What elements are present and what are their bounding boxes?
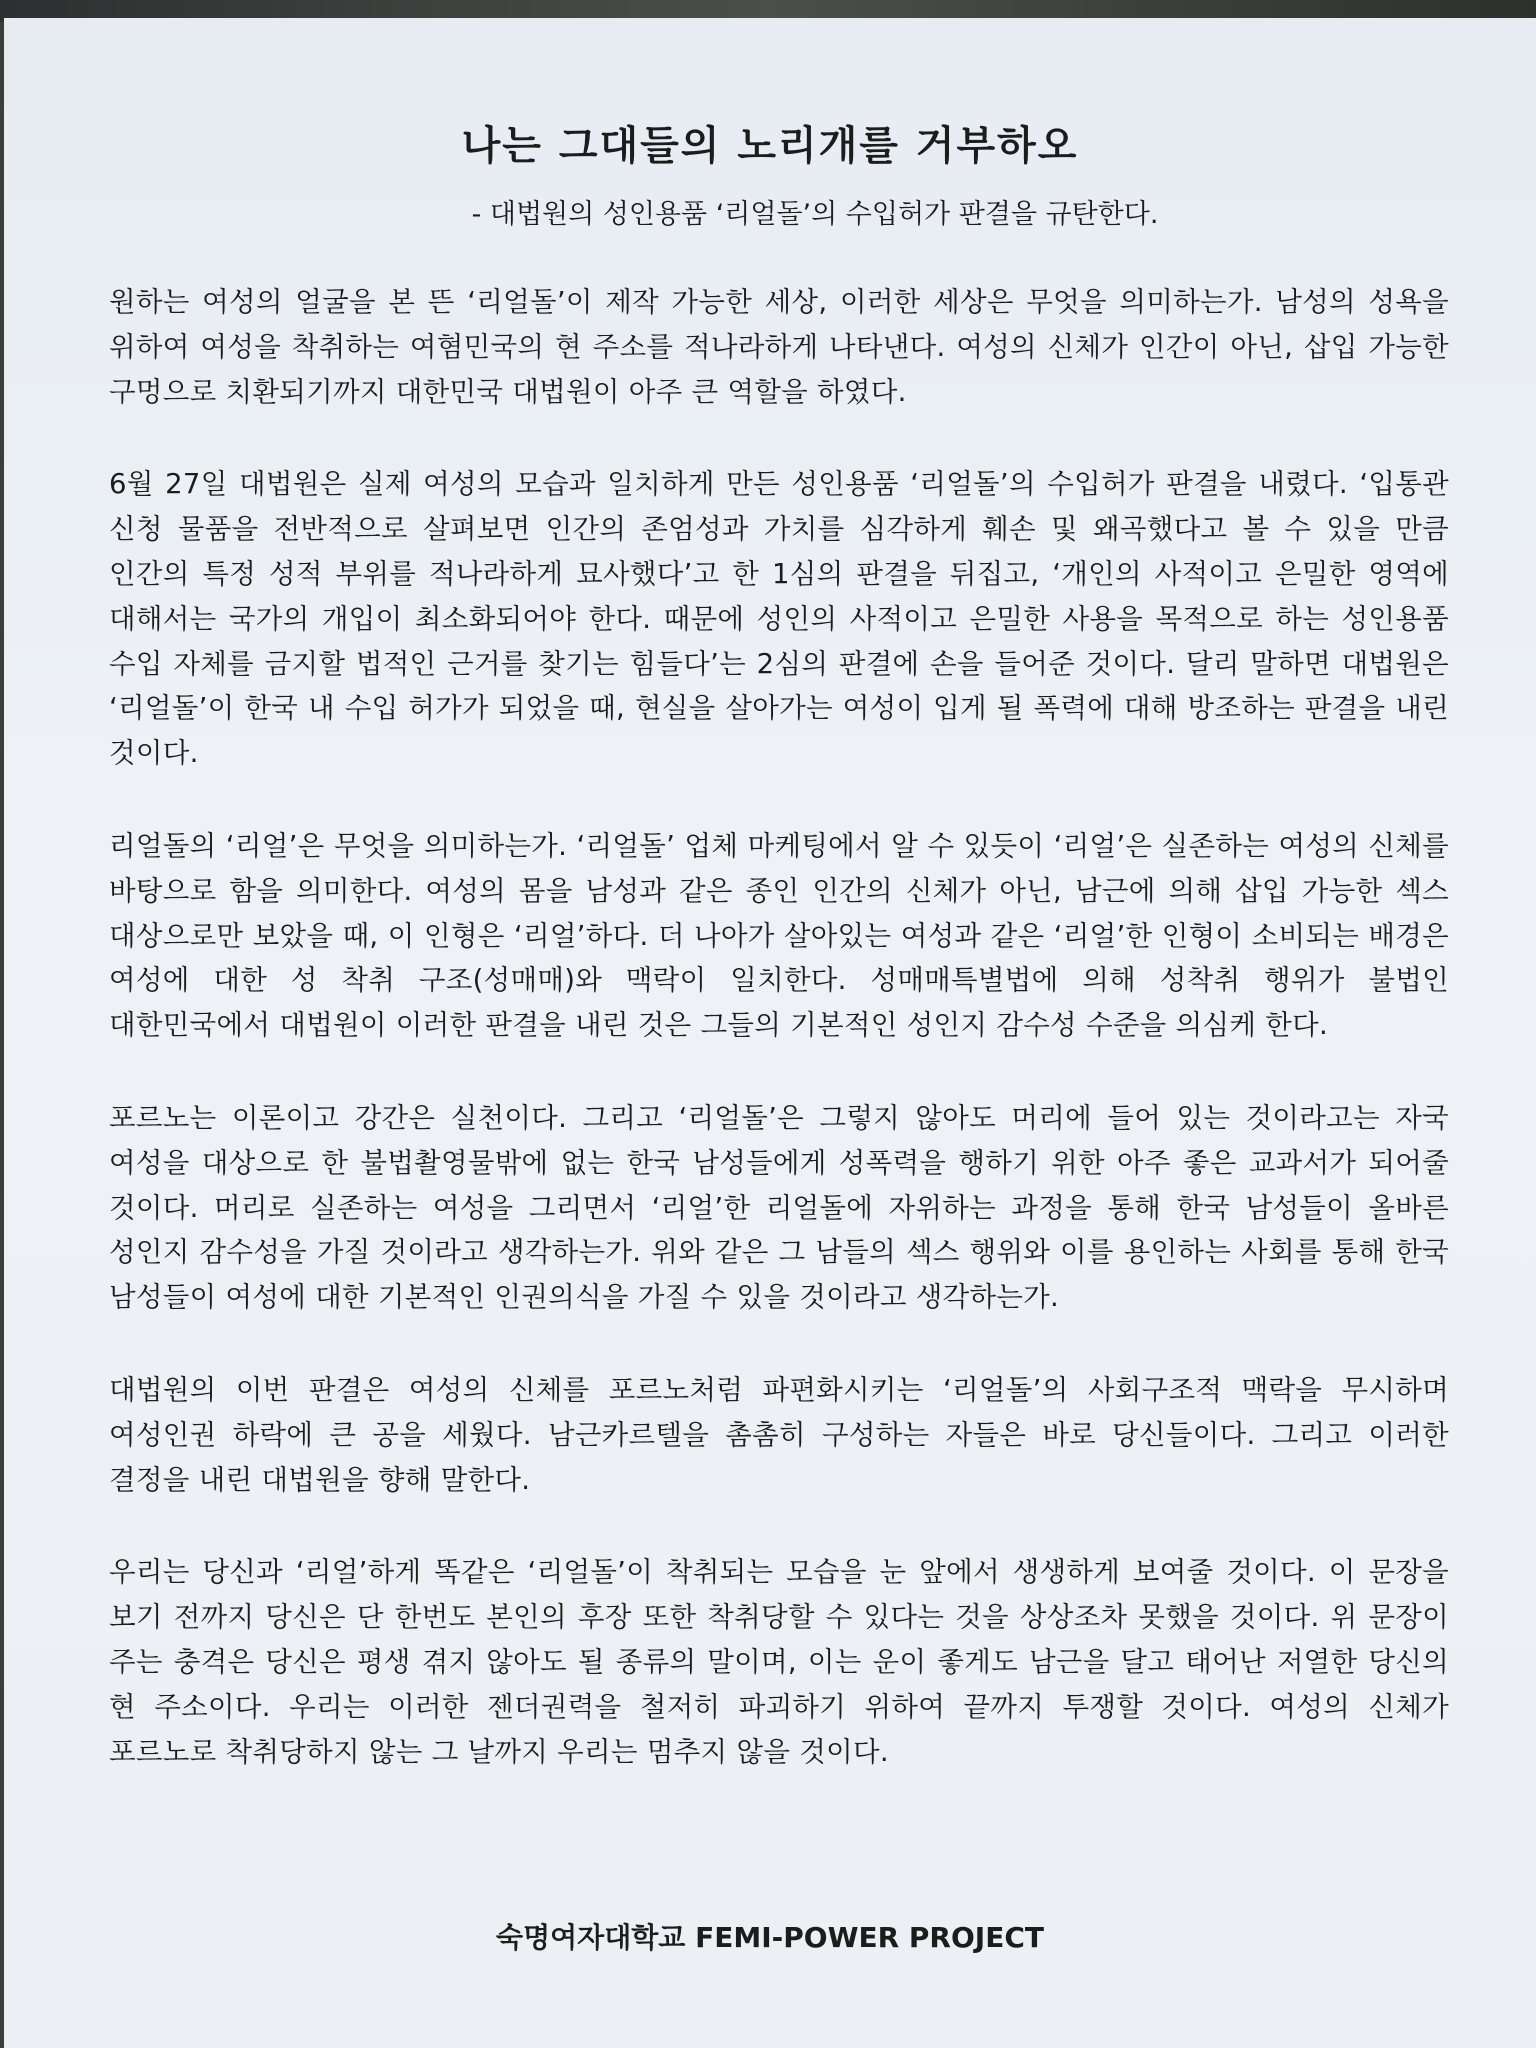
document-body [109, 280, 1449, 1822]
paragraph-2: 6월 27일 대법원은 실제 여성의 모습과 일치하게 만든 성인용품 ‘리얼돌’의 수입허가 판결을 내렸다. ‘입통관 신청 물품을 전반적으로 살펴보면 인간의 존엄성과 가치를 심각하게 훼손 및 왜곡했다고 볼 수 있을 만큼 인간의 특정 성적 부위를 적나라하게 묘사했다’고 한 1심의 판결을 뒤집고, ‘개인의 사적이고 은밀한 영역에 대해서는 국가의 개입이 최소화되어야 한다. 때문에 성인의 사적이고 은밀한 사용을 목적으로 하는 성인용품 수입 자체를 금지할 법적인 근거를 찾기는 힘들다’는 2심의 판결에 손을 들어준 것이다. 달리 말하면 대법원은 ‘리얼돌’이 한국 내 수입 허가가 되었을 때, 현실을 살아가는 여성이 입게 될 폭력에 대해 방조하는 판결을 내린 것이다. [109, 468, 1449, 770]
paragraph-1: 원하는 여성의 얼굴을 본 뜬 ‘리얼돌’이 제작 가능한 세상, 이러한 세상은 무엇을 의미하는가. 남성의 성욕을 위하여 여성을 착취하는 여혐민국의 현 주소를 적나라하게 나타낸다. 여성의 신체가 인간이 아닌, 삽입 가능한 구멍으로 치환되기까지 대한민국 대법원이 아주 큰 역할을 하였다. [109, 286, 1449, 408]
paragraph-3: 리얼돌의 ‘리얼’은 무엇을 의미하는가. ‘리얼돌’ 업체 마케팅에서 알 수 있듯이 ‘리얼’은 실존하는 여성의 신체를 바탕으로 함을 의미한다. 여성의 몸을 남성과 같은 종인 인간의 신체가 아닌, 남근에 의해 삽입 가능한 섹스 대상으로만 보았을 때, 이 인형은 ‘리얼’하다. 더 나아가 살아있는 여성과 같은 ‘리얼’한 인형이 소비되는 배경은 여성에 대한 성 착취 구조(성매매)와 맥락이 일치한다. 성매매특별법에 의해 성착취 행위가 불법인 대한민국에서 대법원이 이러한 판결을 내린 것은 그들의 기본적인 성인지 감수성 수준을 의심케 한다. [109, 829, 1449, 1042]
document-signature: 숙명여자대학교 FEMI-POWER PROJECT [496, 1921, 1044, 1954]
poster-sheet [4, 18, 1536, 2048]
paragraph-4: 포르노는 이론이고 강간은 실천이다. 그리고 ‘리얼돌’은 그렇지 않아도 머리에 들어 있는 것이라고는 자국 여성을 대상으로 한 불법촬영물밖에 없는 한국 남성들에게 성폭력을 행하기 위한 아주 좋은 교과서가 되어줄 것이다. 머리로 실존하는 여성을 그리면서 ‘리얼’한 리얼돌에 자위하는 과정을 통해 한국 남성들이 올바른 성인지 감수성을 가질 것이라고 생각하는가. 위와 같은 그 남들의 섹스 행위와 이를 용인하는 사회를 통해 한국 남성들이 여성에 대한 기본적인 인권의식을 가질 수 있을 것이라고 생각하는가. [109, 1101, 1449, 1314]
document-title: 나는 그대들의 노리개를 거부하오 [461, 123, 1079, 169]
paragraph-6: 우리는 당신과 ‘리얼’하게 똑같은 ‘리얼돌’이 착취되는 모습을 눈 앞에서 생생하게 보여줄 것이다. 이 문장을 보기 전까지 당신은 단 한번도 본인의 후장 또한 착취당할 수 있다는 것을 상상조차 못했을 것이다. 위 문장이 주는 충격은 당신은 평생 겪지 않아도 될 종류의 말이며, 이는 운이 좋게도 남근을 달고 태어난 저열한 당신의 현 주소이다. 우리는 이러한 젠더권력을 철저히 파괴하기 위하여 끝까지 투쟁할 것이다. 여성의 신체가 포르노로 착취당하지 않는 그 날까지 우리는 멈추지 않을 것이다. [109, 1556, 1449, 1768]
paragraph-5: 대법원의 이번 판결은 여성의 신체를 포르노처럼 파편화시키는 ‘리얼돌’의 사회구조적 맥락을 무시하며 여성인권 하락에 큰 공을 세웠다. 남근카르텔을 촘촘히 구성하는 자들은 바로 당신들이다. 그리고 이러한 결정을 내린 대법원을 향해 말한다. [109, 1373, 1449, 1496]
document-subtitle: - 대법원의 성인용품 ‘리얼돌’의 수입허가 판결을 규탄한다. [471, 199, 1159, 230]
